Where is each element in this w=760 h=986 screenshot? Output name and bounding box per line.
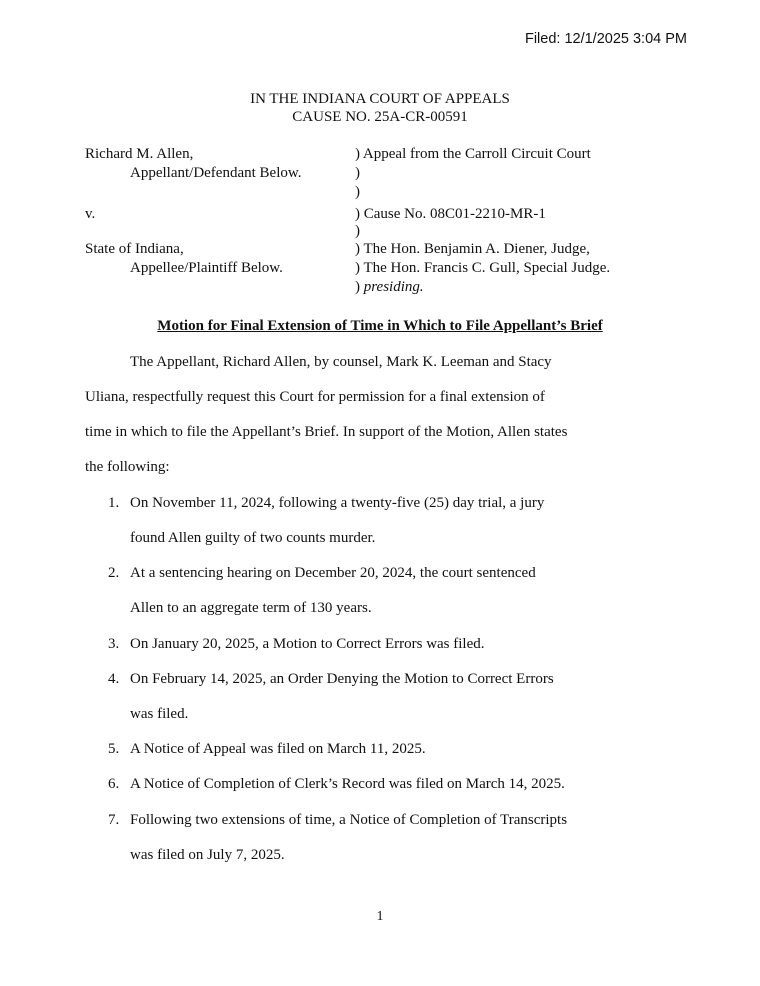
presiding-line: [355, 278, 424, 297]
caption-right-line: ) The Hon. Francis C. Gull, Special Judge.: [355, 260, 611, 276]
presiding-paren: ): [355, 279, 364, 295]
caption-right-line: ) Appeal from the Carroll Circuit Court: [355, 146, 591, 162]
motion-title: Motion for Final Extension of Time in Which to File Appellant’s Brief: [157, 318, 603, 334]
list-item-text: Following two extensions of time, a Notice of Completion of Transcripts: [130, 812, 568, 828]
intro-line: time in which to file the Appellant’s Brief. In support of the Motion, Allen states: [85, 424, 568, 440]
list-item-text: On January 20, 2025, a Motion to Correct Errors was filed.: [130, 636, 485, 652]
list-item-number: 5.: [108, 741, 120, 757]
appellant-role: Appellant/Defendant Below.: [130, 165, 302, 181]
list-item-text: On November 11, 2024, following a twenty-five (25) day trial, a jury: [130, 495, 545, 511]
versus: v.: [85, 206, 96, 222]
appellee-name: State of Indiana,: [85, 241, 184, 257]
caption-right-line: ): [355, 165, 360, 181]
list-item-text: A Notice of Completion of Clerk’s Record was filed on March 14, 2025.: [130, 776, 565, 792]
list-item-number: 3.: [108, 636, 120, 652]
filed-stamp: Filed: 12/1/2025 3:04 PM: [524, 31, 687, 47]
list-item-text: A Notice of Appeal was filed on March 11, 2025.: [130, 741, 426, 757]
list-item-number: 6.: [108, 776, 120, 792]
caption-right-line: ) The Hon. Benjamin A. Diener, Judge,: [355, 241, 590, 257]
list-item-text: found Allen guilty of two counts murder.: [130, 530, 376, 546]
list-item-text: Allen to an aggregate term of 130 years.: [130, 600, 372, 616]
list-item-number: 4.: [108, 671, 120, 687]
appellee-role: Appellee/Plaintiff Below.: [130, 260, 283, 276]
list-item-text: On February 14, 2025, an Order Denying the Motion to Correct Errors: [130, 671, 554, 687]
list-item-number: 2.: [108, 565, 120, 581]
court-name: IN THE INDIANA COURT OF APPEALS: [250, 91, 510, 107]
cause-number: CAUSE NO. 25A-CR-00591: [292, 109, 468, 125]
list-item-number: 1.: [108, 495, 120, 511]
intro-line: Uliana, respectfully request this Court for permission for a final extension of: [85, 389, 545, 405]
intro-line: the following:: [85, 459, 170, 475]
list-item-text: was filed on July 7, 2025.: [130, 847, 285, 863]
intro-line: The Appellant, Richard Allen, by counsel, Mark K. Leeman and Stacy: [130, 354, 552, 370]
appellant-name: Richard M. Allen,: [85, 146, 194, 162]
page-number: 1: [376, 909, 384, 924]
presiding-text: presiding.: [363, 279, 424, 295]
list-item-number: 7.: [108, 812, 120, 828]
court-heading: [0, 90, 760, 126]
caption-right-line: ) Cause No. 08C01-2210-MR-1: [355, 206, 546, 222]
caption-right-line: ): [355, 184, 360, 200]
caption-right-line: ): [355, 223, 360, 239]
list-item-text: At a sentencing hearing on December 20, 2024, the court sentenced: [130, 565, 536, 581]
list-item-text: was filed.: [130, 706, 189, 722]
